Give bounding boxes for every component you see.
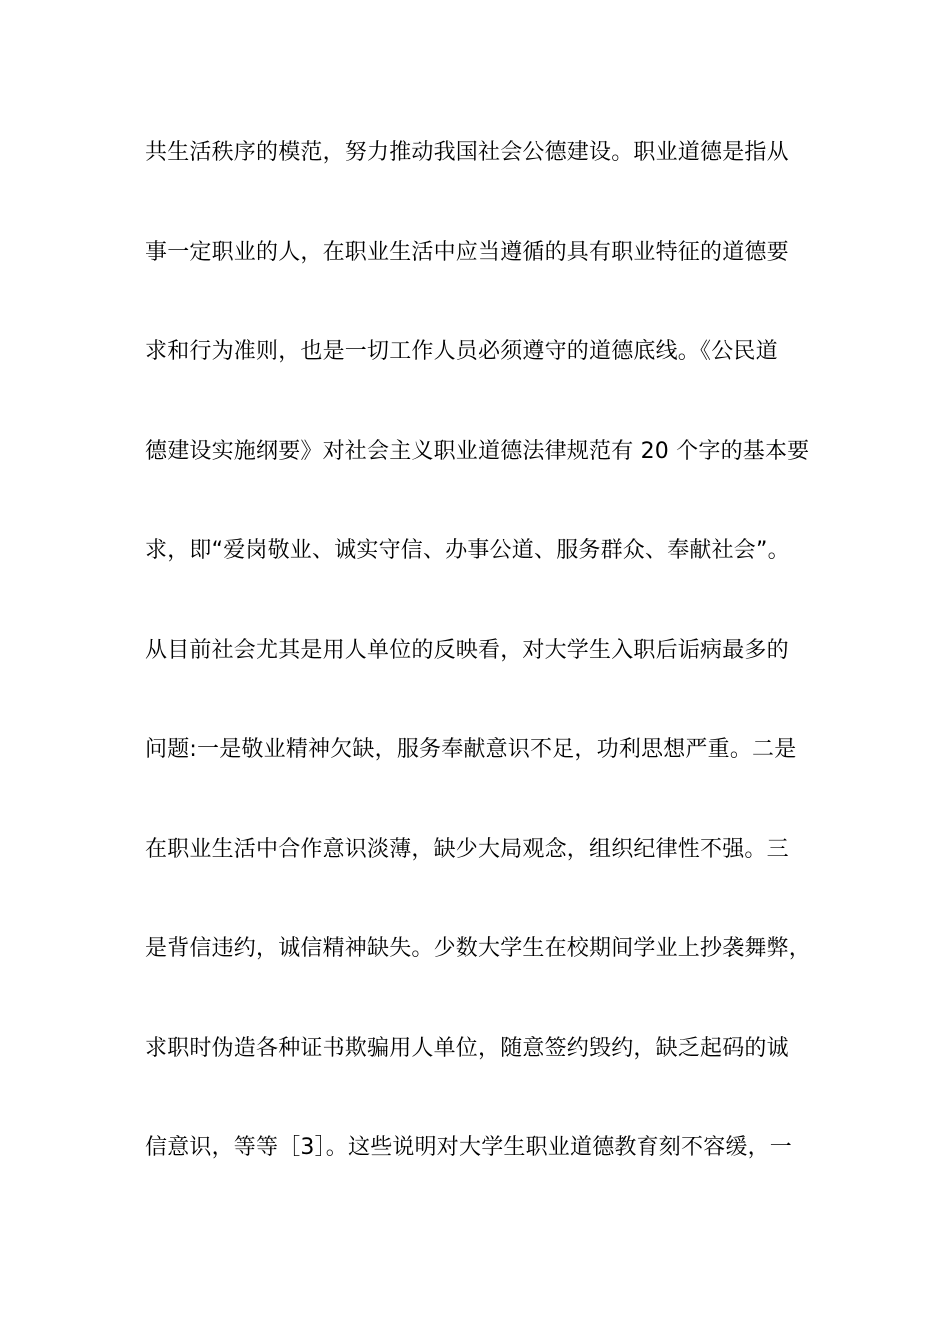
text-line: 问题:一是敬业精神欠缺，服务奉献意识不足，功利思想严重。二是: [145, 737, 797, 762]
text-line: 求，即“爱岗敬业、诚实守信、办事公道、服务群众、奉献社会”。: [145, 538, 790, 563]
text-line: 求职时伪造各种证书欺骗用人单位，随意签约毁约，缺乏起码的诚: [145, 1035, 789, 1061]
text-line: 德建设实施纲要》对社会主义职业道德法律规范有 20 个字的基本要: [145, 438, 810, 464]
body-text: [145, 130, 835, 1225]
text-line: 从目前社会尤其是用人单位的反映看，对大学生入职后诟病最多的: [145, 637, 789, 663]
text-line: 信意识，等等［3］。这些说明对大学生职业道德教育刻不容缓，一: [145, 1135, 792, 1160]
text-line: 事一定职业的人，在职业生活中应当遵循的具有职业特征的道德要: [145, 239, 789, 265]
text-line: 共生活秩序的模范，努力推动我国社会公德建设。职业道德是指从: [145, 140, 789, 165]
text-line: 求和行为准则，也是一切工作人员必须遵守的道德底线。《公民道: [145, 339, 778, 364]
text-line: 在职业生活中合作意识淡薄，缺少大局观念，组织纪律性不强。三: [145, 836, 789, 862]
text-line: 是背信违约，诚信精神缺失。少数大学生在校期间学业上抄袭舞弊，: [145, 936, 812, 961]
